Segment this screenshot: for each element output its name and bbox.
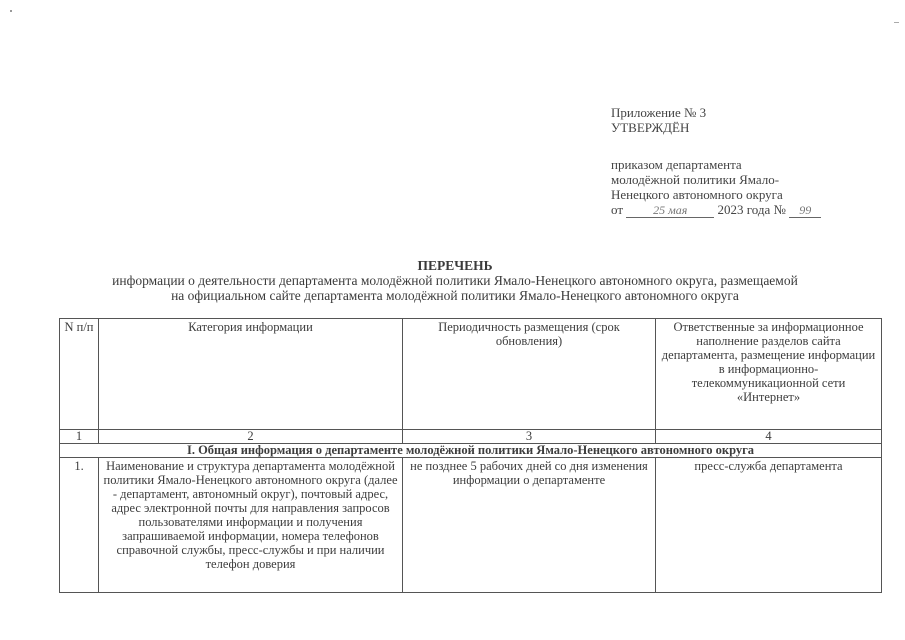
section-title: I. Общая информация о департаменте молодёжной политики Ямало-Ненецкого автономного округа bbox=[60, 444, 882, 458]
document-title bbox=[40, 258, 870, 303]
column-number-row bbox=[60, 430, 882, 444]
row-category: Наименование и структура департамента молодёжной политики Ямало-Ненецкого автономного округа (далее - департамент, автономный округ), почтовый адрес, адрес электронной почты для направления запросов пользователями информации и получения запрашиваемой информации, номера телефонов справочной службы, пресс-службы и при наличии телефон доверия bbox=[99, 458, 403, 593]
header-num: N п/п bbox=[60, 319, 99, 430]
row-period: не позднее 5 рабочих дней со дня изменения информации о департаменте bbox=[403, 458, 656, 593]
order-date-line bbox=[611, 202, 871, 218]
appendix-block bbox=[611, 105, 871, 218]
order-line-2: молодёжной политики Ямало- bbox=[611, 172, 780, 187]
title-heading: ПЕРЕЧЕНЬ bbox=[417, 258, 493, 273]
handwritten-number: 99 bbox=[789, 204, 821, 218]
header-category: Категория информации bbox=[99, 319, 403, 430]
info-table bbox=[59, 318, 882, 593]
row-num: 1. bbox=[60, 458, 99, 593]
year-text: 2023 года № bbox=[717, 202, 786, 217]
date-prefix: от bbox=[611, 202, 624, 217]
approved-label: УТВЕРЖДЁН bbox=[611, 120, 690, 135]
handwritten-date: 25 мая bbox=[626, 204, 714, 218]
title-line-1: информации о деятельности департамента молодёжной политики Ямало-Ненецкого автономного округа, размещаемой bbox=[112, 273, 798, 288]
order-line-1: приказом департамента bbox=[611, 157, 742, 172]
scan-speck bbox=[10, 10, 12, 12]
table-row bbox=[60, 458, 882, 593]
table-header-row bbox=[60, 319, 882, 430]
section-row bbox=[60, 444, 882, 458]
title-line-2: на официальном сайте департамента молодёжной политики Ямало-Ненецкого автономного округа bbox=[171, 288, 739, 303]
order-line-3: Ненецкого автономного округа bbox=[611, 187, 783, 202]
scan-mark bbox=[894, 22, 899, 23]
appendix-number: Приложение № 3 bbox=[611, 105, 707, 120]
column-number: 4 bbox=[656, 430, 882, 444]
row-responsible: пресс-служба департамента bbox=[656, 458, 882, 593]
header-responsible: Ответственные за информационное наполнение разделов сайта департамента, размещение информации в информационно-телекоммуникационной сети «Интернет» bbox=[656, 319, 882, 430]
column-number: 1 bbox=[60, 430, 99, 444]
column-number: 3 bbox=[403, 430, 656, 444]
header-period: Периодичность размещения (срок обновления) bbox=[403, 319, 656, 430]
column-number: 2 bbox=[99, 430, 403, 444]
